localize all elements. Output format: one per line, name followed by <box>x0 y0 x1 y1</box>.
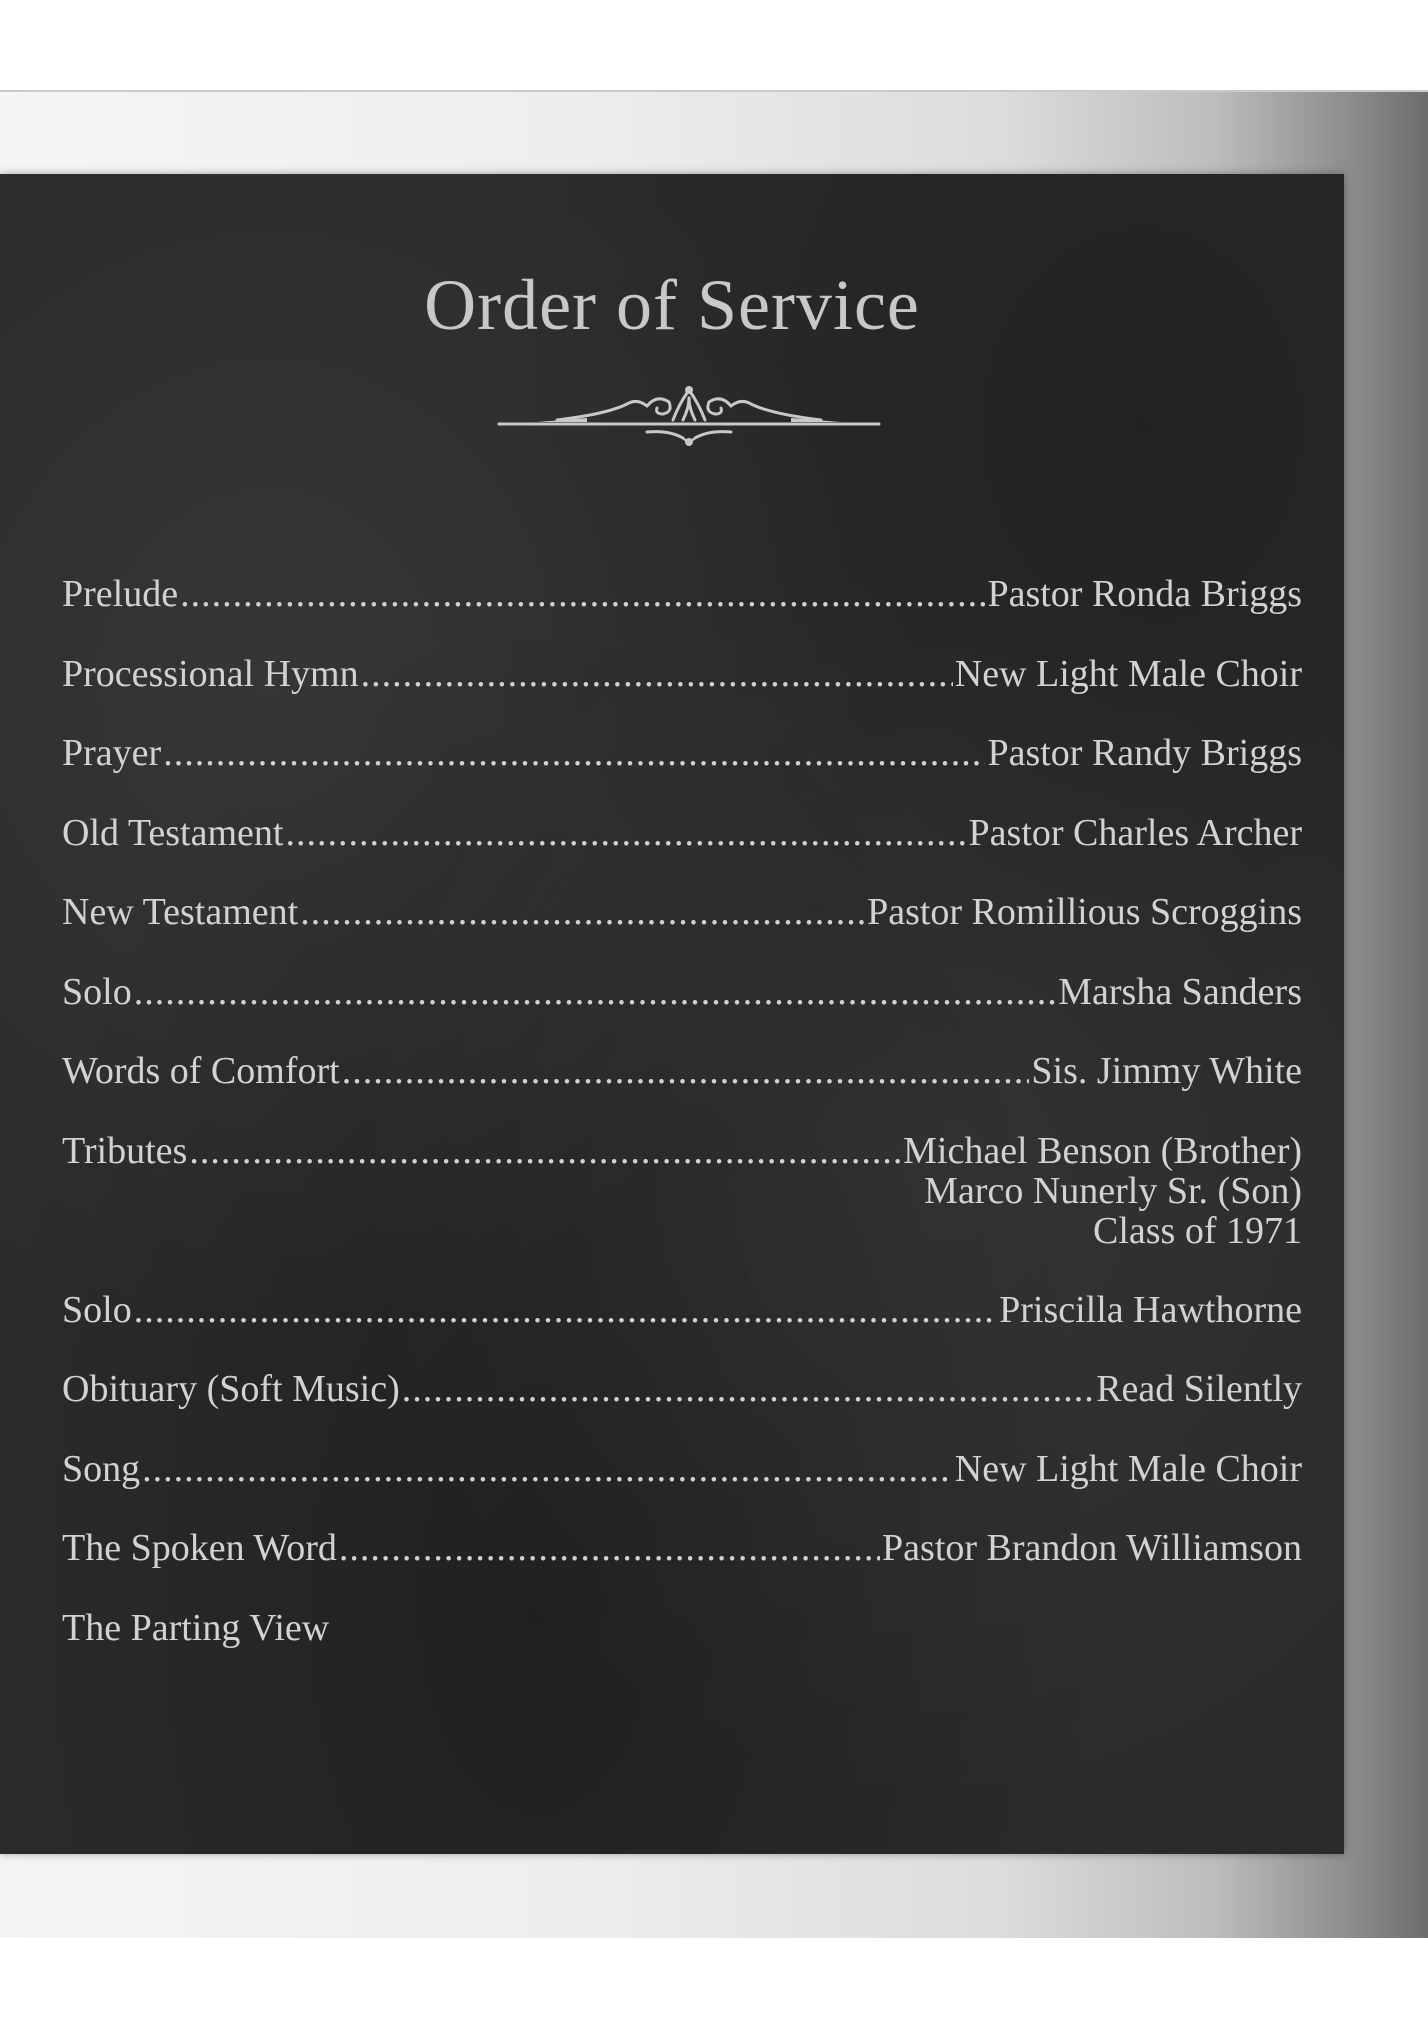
service-item-label: Old Testament <box>62 811 284 854</box>
service-item <box>62 1528 1302 1608</box>
service-item-participants <box>955 654 1302 694</box>
service-item <box>62 1051 1302 1131</box>
service-item <box>62 1290 1302 1370</box>
service-item-label: Solo <box>62 1288 132 1331</box>
service-item-participants <box>1058 972 1302 1012</box>
participant-name: Pastor Charles Archer <box>968 811 1302 854</box>
participant-name: Pastor Randy Briggs <box>987 732 1302 774</box>
order-of-service-panel <box>0 174 1344 1854</box>
participant-name: Michael Benson (Brother) <box>903 1129 1302 1172</box>
service-item-label: Prelude <box>62 573 179 615</box>
participant-name: Priscilla Hawthorne <box>999 1288 1302 1331</box>
service-item-label: Words of Comfort <box>62 1050 340 1092</box>
service-item <box>62 1608 1302 1688</box>
service-item-participants <box>882 1528 1302 1568</box>
page-title: Order of Service <box>424 265 920 345</box>
dot-leader <box>361 654 953 694</box>
participant-name: Class of 1971 <box>1093 1209 1302 1252</box>
service-item <box>62 733 1302 813</box>
service-item-label: Obituary (Soft Music) <box>62 1368 400 1410</box>
dot-leader <box>142 1449 953 1489</box>
participant-name: Marsha Sanders <box>1058 970 1302 1013</box>
service-item-participants <box>955 1449 1302 1489</box>
dot-leader <box>189 1131 901 1171</box>
participant-name: Pastor Brandon Williamson <box>882 1527 1302 1569</box>
service-items-list <box>62 574 1302 1687</box>
service-item-label: Tributes <box>62 1129 188 1172</box>
dot-leader <box>285 813 966 853</box>
dot-leader <box>163 733 985 773</box>
service-item <box>62 972 1302 1052</box>
service-item-participants <box>987 574 1302 614</box>
service-item-label: Song <box>62 1447 141 1490</box>
participant-name: New Light Male Choir <box>954 652 1302 695</box>
participant-name: Pastor Ronda Briggs <box>987 573 1302 615</box>
dot-leader <box>180 574 985 614</box>
service-item-participants <box>999 1290 1302 1330</box>
service-item-label: The Spoken Word <box>62 1527 337 1569</box>
page-bottom-margin <box>0 1938 1428 2028</box>
participant-name: Pastor Romillious Scroggins <box>867 891 1302 933</box>
dot-leader <box>339 1528 880 1568</box>
service-item <box>62 1131 1302 1290</box>
dot-leader <box>300 892 865 932</box>
service-item-label: Solo <box>62 970 132 1013</box>
service-item <box>62 813 1302 893</box>
service-item <box>62 574 1302 654</box>
dot-leader <box>402 1369 1094 1409</box>
service-item-label: Processional Hymn <box>62 652 359 695</box>
service-item-label: The Parting View <box>62 1606 330 1649</box>
dot-leader <box>134 1290 997 1330</box>
service-item <box>62 1369 1302 1449</box>
service-item-label: Prayer <box>62 732 162 774</box>
participant-name: Sis. Jimmy White <box>1031 1050 1302 1092</box>
participant-name: Read Silently <box>1096 1368 1302 1410</box>
page-top-margin <box>0 0 1428 92</box>
service-item-label: New Testament <box>62 891 299 933</box>
participant-name: New Light Male Choir <box>954 1447 1302 1490</box>
dot-leader <box>134 972 1057 1012</box>
service-item <box>62 1449 1302 1529</box>
service-item <box>62 654 1302 734</box>
participant-name: Marco Nunerly Sr. (Son) <box>924 1169 1302 1212</box>
service-item-participants <box>969 813 1302 853</box>
service-item-participants <box>987 733 1302 773</box>
service-item <box>62 892 1302 972</box>
service-item-participants <box>1031 1051 1302 1091</box>
service-item-participants <box>867 892 1302 932</box>
flourish-divider-icon <box>497 384 881 454</box>
dot-leader <box>342 1051 1030 1091</box>
service-item-participants <box>903 1131 1302 1251</box>
service-item-participants <box>1096 1369 1302 1409</box>
